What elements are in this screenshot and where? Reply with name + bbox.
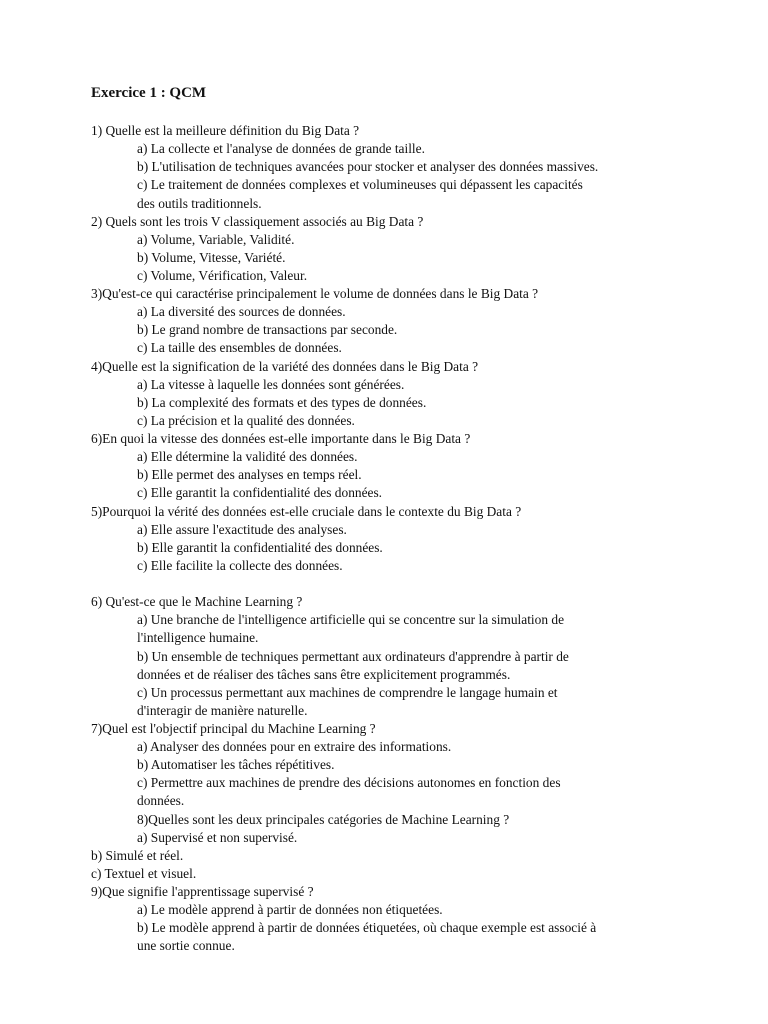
question-line: 7)Quel est l'objectif principal du Machine Learning ? <box>91 721 376 736</box>
answer-line: c) Permettre aux machines de prendre des décisions autonomes en fonction des <box>137 775 561 791</box>
answer-line: d'interagir de manière naturelle. <box>137 702 308 718</box>
answer-line: données et de réaliser des tâches sans être explicitement programmés. <box>137 666 511 682</box>
answer-line: b) Simulé et réel. <box>91 847 184 863</box>
answer-line: b) Le grand nombre de transactions par seconde. <box>137 322 398 338</box>
answer-line: a) Elle assure l'exactitude des analyses. <box>137 521 347 537</box>
answer-line: b) Volume, Vitesse, Variété. <box>137 249 286 265</box>
question-line: 6) Qu'est-ce que le Machine Learning ? <box>91 594 303 610</box>
answer-line: b) Un ensemble de techniques permettant aux ordinateurs d'apprendre à partir de <box>137 648 569 664</box>
answer-line: b) Automatiser les tâches répétitives. <box>137 757 335 773</box>
exercise-title: Exercice 1 : QCM <box>91 85 207 101</box>
question-line: 6)En quoi la vitesse des données est-elle importante dans le Big Data ? <box>91 431 471 446</box>
answer-line: c) Elle garantit la confidentialité des données. <box>137 485 383 501</box>
answer-line: b) Le modèle apprend à partir de données étiquetées, où chaque exemple est associé à <box>137 920 597 936</box>
answer-line: c) Un processus permettant aux machines de comprendre le langage humain et <box>137 684 558 700</box>
question-line: 2) Quels sont les trois V classiquement associés au Big Data ? <box>91 213 424 229</box>
answer-line: a) Supervisé et non supervisé. <box>137 829 298 845</box>
question-line: 9)Que signifie l'apprentissage supervisé ? <box>91 884 314 899</box>
answer-line: a) Une branche de l'intelligence artificielle qui se concentre sur la simulation de <box>137 612 565 628</box>
question-line: 8)Quelles sont les deux principales catégories de Machine Learning ? <box>137 811 510 827</box>
question-line: 5)Pourquoi la vérité des données est-elle cruciale dans le contexte du Big Data ? <box>91 503 522 519</box>
answer-line: c) Textuel et visuel. <box>91 865 197 881</box>
answer-line: b) L'utilisation de techniques avancées pour stocker et analyser des données massives. <box>137 159 599 175</box>
question-line: 1) Quelle est la meilleure définition du Big Data ? <box>91 123 360 138</box>
answer-line: c) Elle facilite la collecte des données. <box>137 557 343 573</box>
question-line: 4)Quelle est la signification de la variété des données dans le Big Data ? <box>91 358 479 374</box>
answer-line: des outils traditionnels. <box>137 195 262 211</box>
answer-line: b) Elle permet des analyses en temps réel. <box>137 467 362 483</box>
answer-line: a) La vitesse à laquelle les données sont générées. <box>137 376 405 392</box>
answer-line: a) Analyser des données pour en extraire des informations. <box>137 739 452 755</box>
answer-line: b) Elle garantit la confidentialité des données. <box>137 539 383 555</box>
answer-line: a) Le modèle apprend à partir de données non étiquetées. <box>137 902 443 918</box>
answer-line: a) Elle détermine la validité des données. <box>137 449 358 465</box>
answer-line: c) Le traitement de données complexes et volumineuses qui dépassent les capacités <box>137 177 583 193</box>
answer-line: données. <box>137 793 185 809</box>
question-line: 3)Qu'est-ce qui caractérise principalement le volume de données dans le Big Data ? <box>91 286 539 302</box>
answer-line: c) Volume, Vérification, Valeur. <box>137 268 308 283</box>
answer-line: l'intelligence humaine. <box>137 630 259 646</box>
answer-line: b) La complexité des formats et des types de données. <box>137 394 427 410</box>
answer-line: a) La diversité des sources de données. <box>137 304 346 320</box>
answer-line: c) La taille des ensembles de données. <box>137 340 342 356</box>
answer-line: a) La collecte et l'analyse de données de grande taille. <box>137 141 425 157</box>
answer-line: une sortie connue. <box>137 938 235 954</box>
answer-line: a) Volume, Variable, Validité. <box>137 231 295 247</box>
answer-line: c) La précision et la qualité des données. <box>137 412 355 428</box>
